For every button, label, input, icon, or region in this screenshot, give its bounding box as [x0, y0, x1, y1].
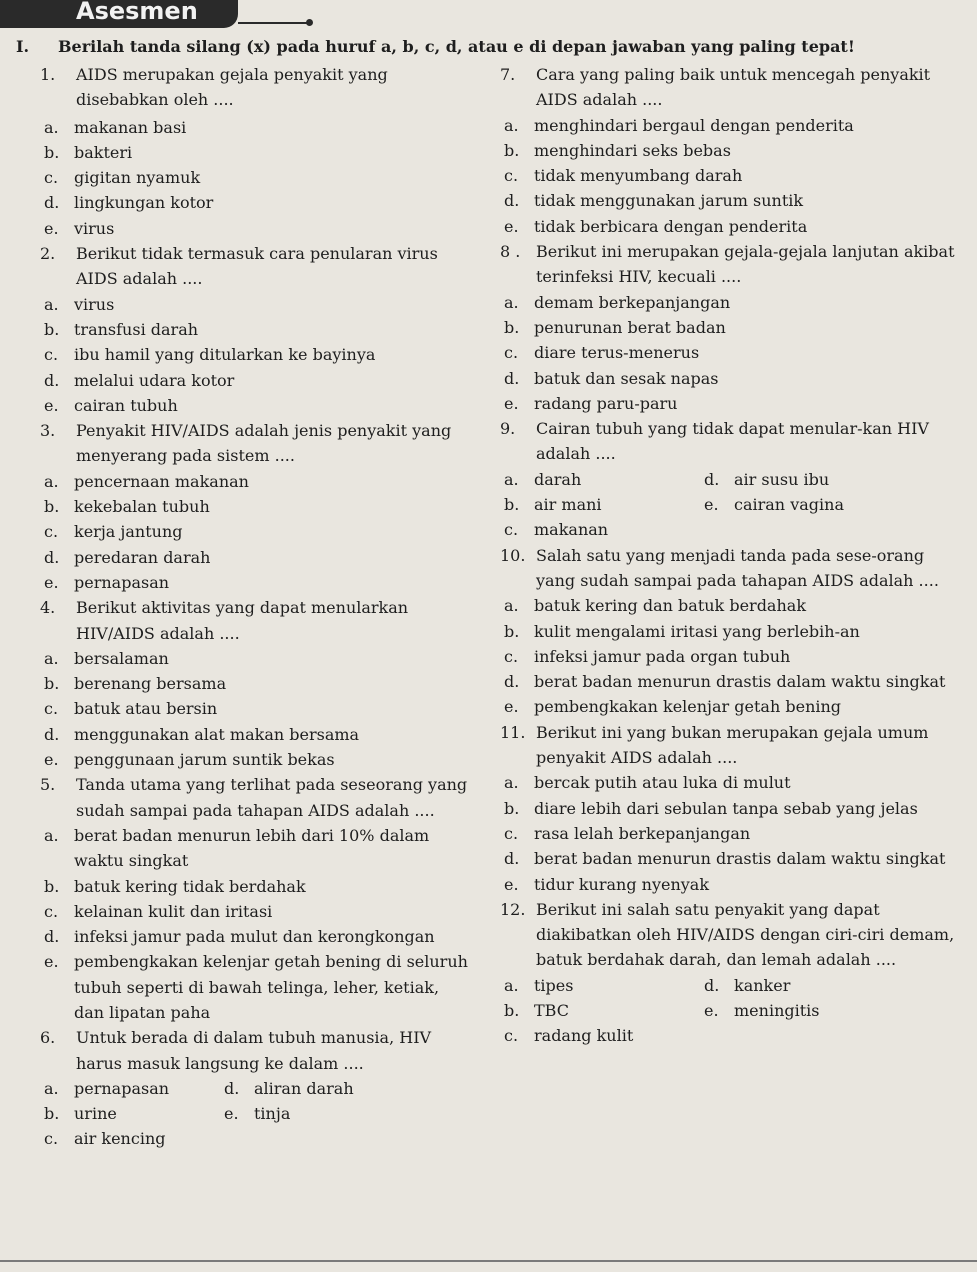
option-10a[interactable] [504, 593, 960, 618]
option-1d[interactable] [44, 190, 470, 215]
option-text: batuk kering tidak berdahak [74, 876, 306, 896]
question-10 [500, 543, 960, 594]
option-6a[interactable] [44, 1076, 224, 1101]
option-letter: b. [504, 140, 520, 160]
option-text: batuk kering dan batuk berdahak [534, 596, 807, 616]
option-letter: a. [44, 471, 59, 491]
option-text: tinja [254, 1104, 291, 1124]
option-text: demam berkepanjangan [534, 292, 731, 312]
question-5 [40, 772, 470, 823]
question-number: 9. [500, 419, 516, 439]
option-3b[interactable] [44, 494, 470, 519]
option-7e[interactable] [504, 214, 960, 239]
question-number: 5. [40, 775, 56, 795]
option-1a[interactable] [44, 115, 470, 140]
option-12c[interactable] [504, 1023, 704, 1048]
option-1e[interactable] [44, 216, 470, 241]
option-letter: c. [504, 1026, 519, 1046]
option-letter: e. [44, 952, 59, 972]
option-6d[interactable] [224, 1076, 424, 1101]
option-letter: b. [504, 495, 520, 515]
option-letter: a. [44, 294, 59, 314]
option-letter: b. [504, 317, 520, 337]
right-column [500, 62, 960, 1049]
question-9 [500, 416, 960, 467]
option-11e[interactable] [504, 872, 960, 897]
instruction-text: Berilah tanda silang (x) pada huruf a, b, c, d, atau e di depan jawaban yang paling tepat! [58, 37, 855, 56]
option-10e[interactable] [504, 694, 960, 719]
option-text: rasa lelah berkepanjangan [534, 823, 751, 843]
option-11b[interactable] [504, 796, 960, 821]
option-letter: c. [44, 1129, 59, 1149]
option-text: tipes [534, 975, 574, 995]
option-text: penggunaan jarum suntik bekas [74, 750, 335, 770]
option-text: infeksi jamur pada organ tubuh [534, 646, 791, 666]
option-text: darah [534, 469, 582, 489]
option-9c[interactable] [504, 517, 704, 542]
option-text: berat badan menurun drastis dalam waktu singkat [534, 849, 946, 869]
option-text: bersalaman [74, 648, 169, 668]
question-stem: Salah satu yang menjadi tanda pada sese-orang yang sudah sampai pada tahapan AIDS adalah .... [536, 545, 939, 590]
question-stem: Berikut aktivitas yang dapat menularkan HIV/AIDS adalah .... [76, 598, 409, 643]
option-text: virus [74, 294, 115, 314]
option-letter: b. [504, 621, 520, 641]
question-stem: AIDS merupakan gejala penyakit yang disebabkan oleh .... [76, 65, 388, 110]
option-letter: d. [704, 469, 720, 489]
question-3 [40, 418, 470, 469]
option-11a[interactable] [504, 770, 960, 795]
option-text: air susu ibu [734, 469, 830, 489]
option-letter: c. [504, 646, 519, 666]
question-number: 11. [500, 722, 526, 742]
option-2e[interactable] [44, 393, 470, 418]
option-text: berat badan menurun drastis dalam waktu singkat [534, 672, 946, 692]
options-12 [504, 973, 960, 1049]
option-text: air mani [534, 495, 602, 515]
page-bottom-rule [0, 1260, 977, 1262]
option-text: bercak putih atau luka di mulut [534, 773, 791, 793]
option-5c[interactable] [44, 899, 470, 924]
option-text: tidak menyumbang darah [534, 166, 743, 186]
option-letter: d. [504, 368, 520, 388]
option-text: makanan basi [74, 117, 187, 137]
option-12a[interactable] [504, 973, 704, 998]
option-letter: e. [504, 874, 519, 894]
option-10c[interactable] [504, 644, 960, 669]
question-stem: Untuk berada di dalam tubuh manusia, HIV harus masuk langsung ke dalam .... [76, 1028, 432, 1073]
question-12 [500, 897, 960, 973]
option-text: tidak menggunakan jarum suntik [534, 191, 804, 211]
option-text: batuk atau bersin [74, 699, 218, 719]
option-text: transfusi darah [74, 319, 199, 339]
option-4e[interactable] [44, 747, 470, 772]
option-letter: d. [704, 975, 720, 995]
option-letter: b. [44, 876, 60, 896]
question-1 [40, 62, 470, 113]
question-number: 12. [500, 899, 526, 919]
option-text: cairan tubuh [74, 395, 178, 415]
option-letter: e. [504, 216, 519, 236]
section-title: Asesmen [76, 0, 198, 25]
option-letter: e. [504, 697, 519, 717]
option-text: peredaran darah [74, 547, 211, 567]
option-text: infeksi jamur pada mulut dan kerongkongan [74, 927, 435, 947]
option-text: berat badan menurun lebih dari 10% dalam waktu singkat [74, 825, 430, 871]
option-text: penurunan berat badan [534, 317, 726, 337]
option-8a[interactable] [504, 290, 960, 315]
option-6c[interactable] [44, 1126, 224, 1151]
option-letter: a. [504, 773, 519, 793]
option-text: radang paru-paru [534, 393, 678, 413]
option-2a[interactable] [44, 292, 470, 317]
option-text: pernapasan [74, 572, 170, 592]
option-letter: b. [504, 1000, 520, 1020]
question-number: 3. [40, 421, 56, 441]
question-6 [40, 1025, 470, 1076]
option-letter: a. [504, 596, 519, 616]
left-column [40, 62, 470, 1152]
option-text: gigitan nyamuk [74, 168, 201, 188]
option-letter: d. [504, 191, 520, 211]
question-number: 2. [40, 244, 56, 264]
option-text: ibu hamil yang ditularkan ke bayinya [74, 345, 376, 365]
option-letter: d. [44, 724, 60, 744]
option-12b[interactable] [504, 998, 704, 1023]
option-7a[interactable] [504, 113, 960, 138]
option-6b[interactable] [44, 1101, 224, 1126]
option-2c[interactable] [44, 342, 470, 367]
option-1b[interactable] [44, 140, 470, 165]
option-8c[interactable] [504, 340, 960, 365]
option-letter: a. [504, 469, 519, 489]
option-5a[interactable] [44, 823, 470, 874]
option-letter: a. [504, 115, 519, 135]
option-letter: d. [44, 547, 60, 567]
question-stem: Tanda utama yang terlihat pada seseorang yang sudah sampai pada tahapan AIDS adalah .... [76, 775, 468, 820]
option-3c[interactable] [44, 519, 470, 544]
question-8 [500, 239, 960, 290]
option-3e[interactable] [44, 570, 470, 595]
option-text: meningitis [734, 1000, 820, 1020]
option-8b[interactable] [504, 315, 960, 340]
question-number: 7. [500, 65, 516, 84]
option-text: air kencing [74, 1129, 166, 1149]
option-letter: c. [44, 522, 59, 542]
option-letter: c. [44, 168, 59, 188]
option-letter: e. [504, 393, 519, 413]
option-text: kanker [734, 975, 791, 995]
option-11d[interactable] [504, 846, 960, 871]
question-stem: Berikut ini merupakan gejala-gejala lanjutan akibat terinfeksi HIV, kecuali .... [536, 242, 955, 287]
option-text: menggunakan alat makan bersama [74, 724, 360, 744]
option-letter: e. [44, 395, 59, 415]
option-2d[interactable] [44, 368, 470, 393]
question-stem: Berikut ini yang bukan merupakan gejala umum penyakit AIDS adalah .... [536, 722, 929, 768]
question-stem: Penyakit HIV/AIDS adalah jenis penyakit yang menyerang pada sistem .... [76, 421, 452, 466]
option-text: tidak berbicara dengan penderita [534, 216, 808, 236]
question-2 [40, 241, 470, 292]
option-letter: d. [44, 193, 60, 213]
option-letter: c. [44, 699, 59, 719]
option-text: pembengkakan kelenjar getah bening [534, 697, 842, 717]
instruction-number: I. [16, 37, 30, 56]
option-10b[interactable] [504, 619, 960, 644]
option-7c[interactable] [504, 163, 960, 188]
option-1c[interactable] [44, 165, 470, 190]
option-text: melalui udara kotor [74, 370, 235, 390]
option-letter: e. [44, 572, 59, 592]
option-text: kerja jantung [74, 522, 183, 542]
option-9e[interactable] [704, 492, 904, 517]
option-letter: b. [44, 319, 60, 339]
question-4 [40, 595, 470, 646]
option-text: pernapasan [74, 1078, 170, 1098]
option-text: tidur kurang nyenyak [534, 874, 710, 894]
option-text: virus [74, 218, 115, 238]
question-number: 1. [40, 65, 56, 84]
option-text: lingkungan kotor [74, 193, 214, 213]
option-5d[interactable] [44, 924, 470, 949]
question-7 [500, 62, 960, 113]
option-text: cairan vagina [734, 495, 844, 515]
option-12e[interactable] [704, 998, 904, 1023]
question-stem: Cara yang paling baik untuk mencegah penyakit AIDS adalah .... [536, 65, 931, 110]
question-number: 6. [40, 1028, 56, 1048]
option-letter: d. [504, 849, 520, 869]
option-text: aliran darah [254, 1078, 354, 1098]
option-letter: a. [504, 292, 519, 312]
option-text: TBC [534, 1000, 569, 1020]
header-dot [306, 19, 313, 26]
question-number: 4. [40, 598, 56, 618]
option-letter: e. [44, 750, 59, 770]
option-9d[interactable] [704, 467, 904, 492]
option-letter: b. [44, 1104, 60, 1124]
option-5e[interactable] [44, 949, 470, 1025]
option-letter: a. [44, 648, 59, 668]
option-letter: d. [224, 1078, 240, 1098]
option-letter: b. [44, 674, 60, 694]
option-text: radang kulit [534, 1026, 634, 1046]
option-4d[interactable] [44, 722, 470, 747]
option-letter: e. [44, 218, 59, 238]
option-letter: b. [44, 497, 60, 517]
option-4c[interactable] [44, 696, 470, 721]
option-letter: c. [504, 166, 519, 186]
option-3d[interactable] [44, 545, 470, 570]
option-letter: a. [44, 117, 59, 137]
option-letter: c. [504, 823, 519, 843]
option-4b[interactable] [44, 671, 470, 696]
option-5b[interactable] [44, 874, 470, 899]
option-text: diare lebih dari sebulan tanpa sebab yang jelas [534, 798, 918, 818]
option-letter: c. [44, 901, 59, 921]
option-text: kekebalan tubuh [74, 497, 210, 517]
option-letter: e. [704, 1000, 719, 1020]
option-10d[interactable] [504, 669, 960, 694]
option-text: menghindari bergaul dengan penderita [534, 115, 854, 135]
option-11c[interactable] [504, 821, 960, 846]
option-12d[interactable] [704, 973, 904, 998]
option-letter: a. [44, 1078, 59, 1098]
option-8e[interactable] [504, 391, 960, 416]
option-letter: e. [224, 1104, 239, 1124]
options-9 [504, 467, 960, 543]
option-text: kelainan kulit dan iritasi [74, 901, 273, 921]
option-6e[interactable] [224, 1101, 424, 1126]
question-number: 10. [500, 545, 526, 565]
option-text: urine [74, 1104, 117, 1124]
option-text: bakteri [74, 142, 133, 162]
option-4a[interactable] [44, 646, 470, 671]
option-letter: a. [44, 825, 59, 845]
option-7b[interactable] [504, 138, 960, 163]
option-text: pencernaan makanan [74, 471, 249, 491]
option-letter: d. [44, 927, 60, 947]
instruction [16, 36, 966, 58]
option-8d[interactable] [504, 366, 960, 391]
option-9a[interactable] [504, 467, 704, 492]
option-text: diare terus-menerus [534, 343, 700, 363]
question-stem: Berikut ini salah satu penyakit yang dapat diakibatkan oleh HIV/AIDS dengan ciri-ciri demam, batuk berdahak darah, dan lemah adalah .... [536, 899, 955, 970]
header-divider [238, 22, 308, 24]
option-9b[interactable] [504, 492, 704, 517]
option-letter: b. [504, 798, 520, 818]
question-number: 8 . [500, 242, 521, 262]
option-2b[interactable] [44, 317, 470, 342]
option-text: makanan [534, 520, 609, 540]
option-text: menghindari seks bebas [534, 140, 731, 160]
question-11 [500, 720, 960, 771]
option-letter: d. [44, 370, 60, 390]
option-7d[interactable] [504, 188, 960, 213]
question-stem: Berikut tidak termasuk cara penularan virus AIDS adalah .... [76, 244, 438, 289]
option-letter: c. [44, 345, 59, 365]
option-text: berenang bersama [74, 674, 227, 694]
option-letter: b. [44, 142, 60, 162]
option-letter: d. [504, 672, 520, 692]
question-stem: Cairan tubuh yang tidak dapat menular-kan HIV adalah .... [536, 419, 929, 464]
option-letter: c. [504, 343, 519, 363]
option-3a[interactable] [44, 469, 470, 494]
option-text: kulit mengalami iritasi yang berlebih-an [534, 621, 860, 641]
option-letter: e. [704, 495, 719, 515]
option-text: pembengkakan kelenjar getah bening di seluruh tubuh seperti di bawah telinga, leher, ketiak, dan lipatan paha [74, 952, 468, 1022]
options-6 [44, 1076, 470, 1152]
section-header [0, 0, 238, 28]
option-letter: c. [504, 520, 519, 540]
option-letter: a. [504, 975, 519, 995]
option-text: batuk dan sesak napas [534, 368, 719, 388]
